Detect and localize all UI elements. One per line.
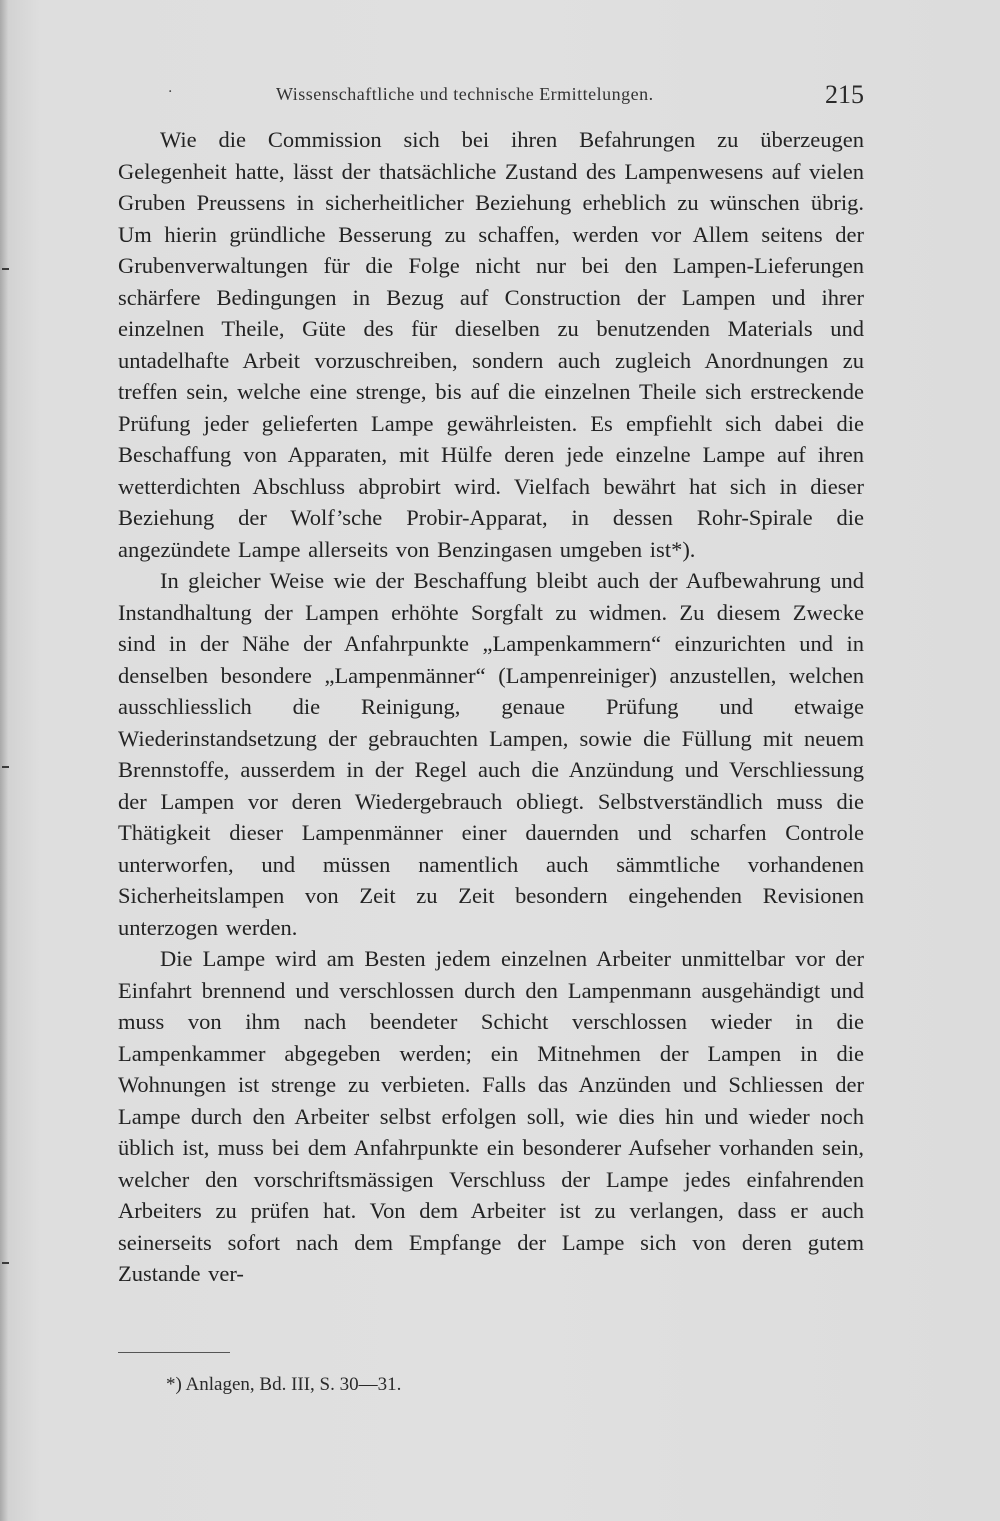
page-number: 215 (825, 80, 864, 109)
paragraph: Die Lampe wird am Besten jedem einzelnen Arbeiter unmittelbar vor der Einfahrt brennend und verschlossen durch den Lampenmann ausgehändigt und muss von ihm nach beendeter Schicht verschlossen wieder in die Lampenkammer abgegeben werden; ein Mitnehmen der Lampen in die Wohnungen ist strenge zu verbieten. Falls das Anzünden und Schliessen der Lampe durch den Arbeiter selbst erfolgen soll, wie dies hin und wieder noch üblich ist, muss bei dem Anfahrpunkte ein besonderer Aufseher vorhanden sein, welcher den vorschriftsmässigen Verschluss der Lampe jedes einfahrenden Arbeiters zu prüfen hat. Von dem Arbeiter ist zu verlangen, dass er auch seinerseits sofort nach dem Empfange der Lampe sich von deren gutem Zustande ver- (118, 946, 864, 1286)
body-text (118, 124, 864, 1290)
running-header (118, 78, 864, 110)
margin-mark (2, 1262, 9, 1264)
paragraph: In gleicher Weise wie der Beschaffung bleibt auch der Aufbewahrung und Instandhaltung der Lampen erhöhte Sorgfalt zu widmen. Zu diesem Zwecke sind in der Nähe der Anfahrpunkte „Lampenkammern“ einzurichten und in denselben besondere „Lampenmänner“ (Lampenreiniger) anzustellen, welchen ausschliesslich die Reinigung, genaue Prüfung und etwaige Wiederinstandsetzung der gebrauchten Lampen, sowie die Füllung mit neuem Brennstoffe, ausserdem in der Regel auch die Anzündung und Verschliessung der Lampen vor deren Wiedergebrauch obliegt. Selbstverständlich muss die Thätigkeit dieser Lampenmänner einer dauernden und scharfen Controle unterworfen, und müssen namentlich auch sämmtliche vorhandenen Sicherheitslampen von Zeit zu Zeit besondern eingehenden Revisionen unterzogen werden. (118, 568, 864, 940)
footnote: *) Anlagen, Bd. III, S. 30—31. (166, 1374, 402, 1395)
binding-edge (0, 0, 8, 1521)
header-marker: · (168, 84, 173, 100)
margin-mark (2, 766, 9, 768)
footnote-separator (118, 1352, 230, 1353)
margin-mark (2, 268, 9, 270)
paragraph: Wie die Commission sich bei ihren Befahrungen zu überzeugen Gelegenheit hatte, lässt der thatsächliche Zustand des Lampenwesens auf vielen Gruben Preussens in sicherheitlicher Beziehung erheblich zu wünschen übrig. Um hierin gründliche Besserung zu schaffen, werden vor Allem seitens der Grubenverwaltungen für die Folge nicht nur bei den Lampen-Lieferungen schärfere Bedingungen in Bezug auf Construction der Lampen und ihrer einzelnen Theile, Güte des für dieselben zu benutzenden Materials und untadelhafte Arbeit vorzuschreiben, sondern auch zugleich Anordnungen zu treffen sein, welche eine strenge, bis auf die einzelnen Theile sich erstreckende Prüfung jeder gelieferten Lampe gewährleisten. Es empfiehlt sich dabei die Beschaffung von Apparaten, mit Hülfe deren jede einzelne Lampe auf ihren wetterdichten Abschluss abprobirt wird. Vielfach bewährt hat sich in dieser Beziehung der Wolf’sche Probir-Apparat, in dessen Rohr-Spirale die angezündete Lampe allerseits von Benzingasen umgeben ist*). (118, 127, 864, 562)
running-title: Wissenschaftliche und technische Ermittelungen. (276, 84, 654, 104)
